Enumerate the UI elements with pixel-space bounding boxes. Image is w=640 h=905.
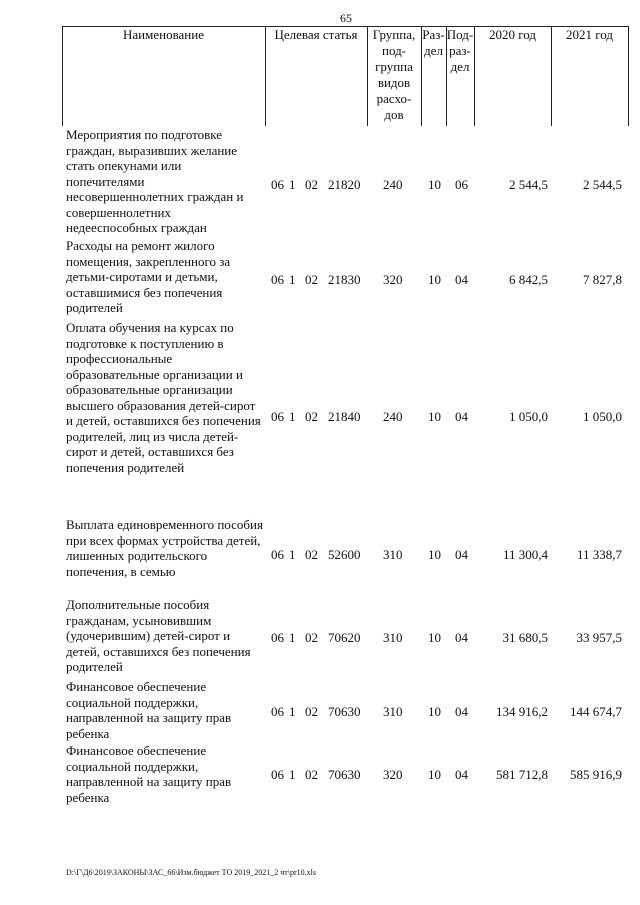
row-name-line: Финансовое обеспечение: [66, 743, 207, 758]
row-name-line: граждан, выразивших желание: [66, 142, 238, 158]
target-code-subprogram: 1: [289, 767, 296, 782]
amount-2021: 1 050,0: [583, 409, 622, 424]
row-name-line: образовательные организации и: [66, 366, 243, 382]
target-code-main-activity: 02: [305, 272, 318, 287]
target-code-main-activity: 02: [305, 767, 318, 782]
header-group-line: группа: [375, 59, 413, 74]
row-name-line: детей, оставшихся без попечения: [66, 643, 251, 659]
target-code-main-activity: 02: [305, 630, 318, 645]
section-code: 10: [428, 704, 441, 719]
row-name-line: родителей: [66, 300, 123, 315]
target-code-main-activity: 02: [305, 409, 318, 424]
header-group-line: видов: [377, 75, 411, 90]
row-name-line: социальной поддержки,: [66, 758, 199, 774]
row-name-line: и детей, оставшихся без попечения: [66, 413, 261, 428]
header-rule: [628, 26, 629, 126]
row-name-line: лишенных родительского: [66, 548, 208, 563]
row-name-line: попечителями: [66, 173, 145, 189]
subsection-code: 04: [455, 547, 468, 562]
expense-group: 310: [383, 547, 403, 562]
section-code: 10: [428, 547, 441, 562]
header-group-line: под-: [381, 43, 407, 58]
target-code-subprogram: 1: [289, 704, 296, 719]
row-name-line: стать опекунами или: [66, 158, 182, 173]
row-name-line: подготовке к поступлению в: [66, 335, 224, 351]
header-section: [421, 27, 446, 59]
expense-group: 310: [383, 630, 403, 645]
row-name-line: родителей: [66, 659, 123, 674]
section-code: 10: [428, 272, 441, 287]
expense-group: 240: [383, 409, 403, 424]
subsection-code: 04: [455, 630, 468, 645]
amount-2020: 1 050,0: [509, 409, 548, 424]
target-code-program: 06: [271, 630, 284, 645]
amount-2021: 33 957,5: [576, 630, 622, 645]
subsection-code: 04: [455, 409, 468, 424]
row-name: [66, 679, 271, 741]
row-name-line: Финансовое обеспечение: [66, 679, 207, 694]
row-name-line: Оплата обучения на курсах по: [66, 320, 234, 335]
expense-group: 320: [383, 272, 403, 287]
amount-2021: 11 338,7: [576, 547, 622, 562]
target-code-direction: 21840: [328, 409, 361, 424]
target-code-program: 06: [271, 177, 284, 192]
row-name-line: образовательные организации: [66, 382, 233, 397]
expense-group: 310: [383, 704, 403, 719]
amount-2020: 6 842,5: [509, 272, 548, 287]
target-code-direction: 21820: [328, 177, 361, 192]
header-group: [367, 27, 421, 123]
row-name-line: (удочерившим) детей-сирот и: [66, 628, 231, 643]
target-code-program: 06: [271, 409, 284, 424]
amount-2021: 2 544,5: [583, 177, 622, 192]
row-name-line: оставшимися без попечения: [66, 284, 223, 300]
target-code-direction: 70620: [328, 630, 361, 645]
row-name: [66, 238, 271, 316]
amount-2021: 7 827,8: [583, 272, 622, 287]
row-name-line: несовершеннолетних граждан и: [66, 189, 244, 204]
section-code: 10: [428, 767, 441, 782]
row-name: [66, 597, 271, 675]
expense-group: 240: [383, 177, 403, 192]
target-code-program: 06: [271, 704, 284, 719]
target-code-main-activity: 02: [305, 704, 318, 719]
header-subsection-line: дел: [450, 59, 470, 74]
header-group-line: расхо-: [376, 91, 412, 106]
target-code-program: 06: [271, 767, 284, 782]
file-path-footer: D:\Г\Д6\2019\ЗАКОНЫ\ЗАС_66\Изм.бюджет ТО 2019_2021_2 чт\pr10.xls: [66, 868, 316, 877]
row-name-line: недееспособных граждан: [66, 220, 207, 235]
header-subsection-line: Под-: [446, 27, 474, 42]
target-code-subprogram: 1: [289, 409, 296, 424]
row-name-line: Мероприятия по подготовке: [66, 127, 223, 142]
header-group-line: дов: [384, 107, 404, 122]
target-code-program: 06: [271, 547, 284, 562]
row-name-line: при всех формах устройства детей,: [66, 532, 261, 548]
amount-2020: 134 916,2: [496, 704, 548, 719]
target-code-direction: 70630: [328, 767, 361, 782]
row-name-line: попечения, в семью: [66, 563, 176, 579]
row-name-line: ребенка: [66, 725, 110, 741]
target-code-main-activity: 02: [305, 547, 318, 562]
header-year-2020: 2020 год: [489, 27, 536, 42]
target-code-subprogram: 1: [289, 630, 296, 645]
subsection-code: 04: [455, 767, 468, 782]
header-subsection-line: раз-: [449, 43, 471, 58]
subsection-code: 04: [455, 272, 468, 287]
row-name: [66, 320, 271, 475]
amount-2021: 585 916,9: [570, 767, 622, 782]
row-name-line: совершеннолетних: [66, 204, 171, 220]
target-code-direction: 52600: [328, 547, 361, 562]
row-name-line: гражданам, усыновившим: [66, 612, 212, 628]
amount-2020: 31 680,5: [502, 630, 548, 645]
target-code-program: 06: [271, 272, 284, 287]
header-name: Наименование: [123, 27, 204, 42]
page-number: 65: [340, 11, 352, 25]
target-code-main-activity: 02: [305, 177, 318, 192]
row-name-line: помещения, закрепленного за: [66, 253, 231, 269]
subsection-code: 06: [455, 177, 468, 192]
section-code: 10: [428, 177, 441, 192]
row-name-line: социальной поддержки,: [66, 694, 199, 710]
amount-2020: 581 712,8: [496, 767, 548, 782]
header-section-line: Раз-: [422, 27, 445, 42]
row-name-line: высшего образования детей-сирот: [66, 397, 256, 413]
section-code: 10: [428, 409, 441, 424]
row-name-line: профессиональные: [66, 351, 173, 366]
amount-2020: 11 300,4: [502, 547, 548, 562]
section-code: 10: [428, 630, 441, 645]
subsection-code: 04: [455, 704, 468, 719]
row-name-line: Расходы на ремонт жилого: [66, 238, 215, 253]
target-code-direction: 21830: [328, 272, 361, 287]
row-name-line: попечения родителей: [66, 459, 185, 475]
row-name-line: Выплата единовременного пособия: [66, 517, 263, 532]
target-code-subprogram: 1: [289, 547, 296, 562]
target-code-direction: 70630: [328, 704, 361, 719]
row-name: [66, 743, 271, 805]
amount-2021: 144 674,7: [570, 704, 622, 719]
row-name-line: родителей, лиц из числа детей-: [66, 428, 239, 444]
header-year-2021: 2021 год: [566, 27, 613, 42]
row-name-line: ребенка: [66, 789, 110, 805]
row-name-line: сирот и детей, оставшихся без: [66, 444, 234, 459]
header-section-line: дел: [424, 43, 443, 58]
row-name: [66, 517, 271, 579]
target-code-subprogram: 1: [289, 272, 296, 287]
row-name: [66, 127, 271, 236]
target-code-subprogram: 1: [289, 177, 296, 192]
row-name-line: детьми-сиротами и детьми,: [66, 269, 218, 284]
header-subsection: [446, 27, 474, 75]
header-group-line: Группа,: [372, 27, 416, 42]
amount-2020: 2 544,5: [509, 177, 548, 192]
row-name-line: Дополнительные пособия: [66, 597, 210, 612]
row-name-line: направленной на защиту прав: [66, 710, 232, 725]
row-name-line: направленной на защиту прав: [66, 774, 232, 789]
header-target: Целевая статья: [274, 27, 358, 42]
expense-group: 320: [383, 767, 403, 782]
